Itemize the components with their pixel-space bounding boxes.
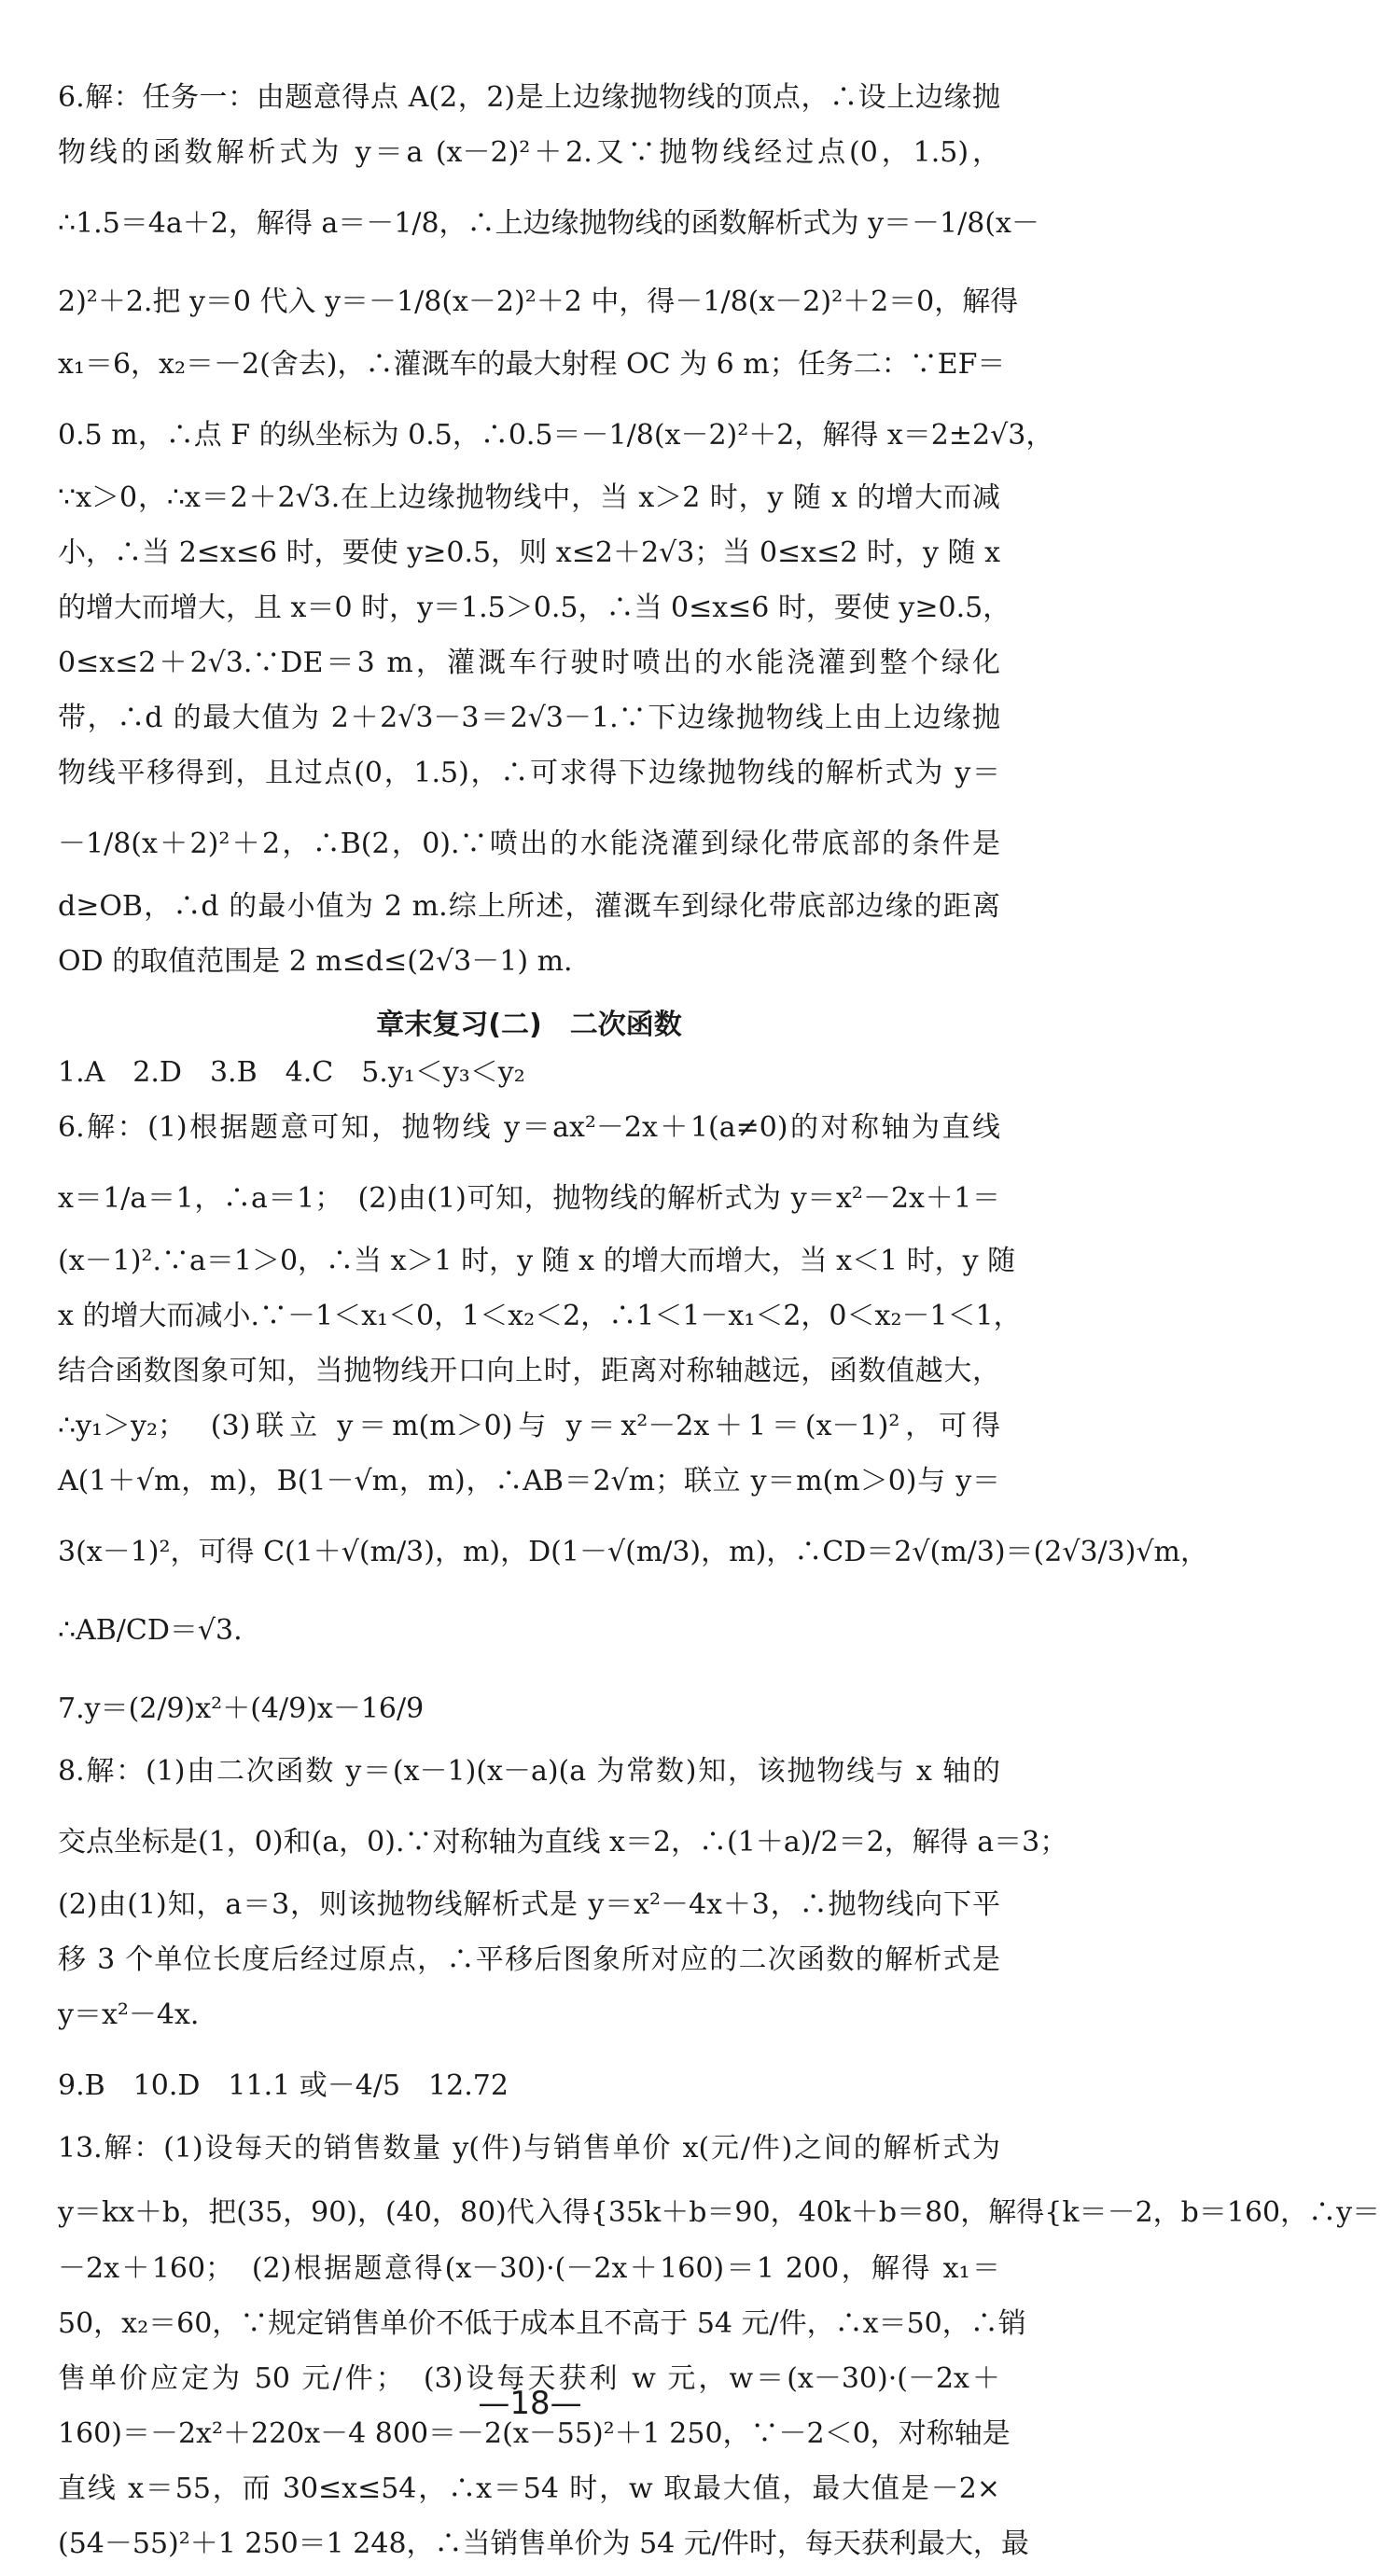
text-line: OD 的取值范围是 2 m≤d≤(2√3－1) m. <box>58 945 573 978</box>
text-line: 直线 x＝55，而 30≤x≤54，∴x＝54 时，w 取最大值，最大值是－2× <box>58 2472 1000 2505</box>
text-line: x＝1/a＝1，∴a＝1； (2)由(1)可知，抛物线的解析式为 y＝x²－2x＋1＝ <box>58 1182 1000 1215</box>
text-line: ∴y₁＞y₂； (3)联立 y＝m(m＞0)与 y＝x²－2x＋1＝(x－1)²，可得 <box>58 1410 1000 1442</box>
text-line: 2)²＋2.把 y＝0 代入 y＝－1/8(x－2)²＋2 中，得－1/8(x－2)²＋2＝0，解得 <box>58 285 1019 318</box>
text-line: 移 3 个单位长度后经过原点，∴平移后图象所对应的二次函数的解析式是 <box>58 1943 1000 1976</box>
answer-7: 7.y＝(2/9)x²＋(4/9)x－16/9 <box>58 1692 425 1725</box>
text-line: y＝kx＋b，把(35，90)，(40，80)代入得{35k＋b＝90，40k＋b＝80，解得{k＝－2，b＝160，∴y＝ <box>58 2196 1380 2229</box>
text-line: 0.5 m，∴点 F 的纵坐标为 0.5，∴0.5＝－1/8(x－2)²＋2，解得 x＝2±2√3， <box>58 419 1054 452</box>
text-line: (x－1)².∵a＝1＞0，∴当 x＞1 时，y 随 x 的增大而增大，当 x＜1 时，y 随 <box>58 1245 1016 1277</box>
text-line: (54－55)²＋1 250＝1 248，∴当销售单价为 54 元/件时，每天获利最大，最 <box>58 2527 1029 2560</box>
text-line: d≥OB，∴d 的最小值为 2 m.综上所述，灌溉车到绿化带底部边缘的距离 <box>58 890 1000 923</box>
page-number: —18— <box>478 2385 582 2422</box>
text-line: 结合函数图象可知，当抛物线开口向上时，距离对称轴越远，函数值越大， <box>58 1355 1000 1387</box>
problem-13-solution <box>58 2125 1380 2576</box>
text-line: 带，∴d 的最大值为 2＋2√3－3＝2√3－1.∵下边缘抛物线上由上边缘抛 <box>58 702 1000 734</box>
text-line: ∴1.5＝4a＋2，解得 a＝－1/8，∴上边缘抛物线的函数解析式为 y＝－1/8(x－ <box>58 207 1039 240</box>
problem-6-solution-part2 <box>58 1105 1209 1670</box>
text-line: (2)由(1)知，a＝3，则该抛物线解析式是 y＝x²－4x＋3，∴抛物线向下平 <box>58 1888 1000 1921</box>
text-line: 6.解：(1)根据题意可知，抛物线 y＝ax²－2x＋1(a≠0)的对称轴为直线 <box>58 1111 1000 1144</box>
text-line: －2x＋160； (2)根据题意得(x－30)·(－2x＋160)＝1 200，解得 x₁＝ <box>58 2252 1000 2285</box>
text-line: 物线平移得到，且过点(0，1.5)，∴可求得下边缘抛物线的解析式为 y＝ <box>58 757 1000 789</box>
text-line: 13.解：(1)设每天的销售数量 y(件)与销售单价 x(元/件)之间的解析式为 <box>58 2132 1000 2165</box>
text-line: 交点坐标是(1，0)和(a，0).∵对称轴为直线 x＝2，∴(1＋a)/2＝2，解得 a＝3； <box>58 1826 1068 1859</box>
text-line: －1/8(x＋2)²＋2，∴B(2，0).∵喷出的水能浇灌到绿化带底部的条件是 <box>58 828 1000 860</box>
text-line: 6.解：任务一：由题意得点 A(2，2)是上边缘抛物线的顶点，∴设上边缘抛 <box>58 81 1000 114</box>
text-line: ∵x＞0，∴x＝2＋2√3.在上边缘抛物线中，当 x＞2 时，y 随 x 的增大而减 <box>58 481 1000 514</box>
text-line: 0≤x≤2＋2√3.∵DE＝3 m，灌溉车行驶时喷出的水能浇灌到整个绿化 <box>58 647 1000 679</box>
answers-9-12: 9.B 10.D 11.1 或－4/5 12.72 <box>58 2069 509 2102</box>
problem-8-solution <box>58 1748 1068 2047</box>
text-line: 的增大而增大，且 x＝0 时，y＝1.5＞0.5，∴当 0≤x≤6 时，要使 y≥0.5， <box>58 592 1011 624</box>
section-heading: 章末复习(二) 二次函数 <box>376 1009 682 1041</box>
problem-6-solution-part1 <box>58 75 1054 994</box>
text-line: x 的增大而减小.∵－1＜x₁＜0，1＜x₂＜2，∴1＜1－x₁＜2，0＜x₂－1＜1， <box>58 1300 1022 1332</box>
text-line: 物线的函数解析式为 y＝a (x－2)²＋2.又∵抛物线经过点(0，1.5)， <box>58 136 1000 169</box>
text-line: y＝x²－4x. <box>58 1998 200 2031</box>
text-line: 小，∴当 2≤x≤6 时，要使 y≥0.5，则 x≤2＋2√3；当 0≤x≤2 时，y 随 x <box>58 536 1000 569</box>
text-line: A(1＋√m，m)，B(1－√m，m)，∴AB＝2√m；联立 y＝m(m＞0)与 y＝ <box>58 1465 1000 1497</box>
text-line: 售单价应定为 50 元/件； (3)设每天获利 w 元，w＝(x－30)·(－2x＋ <box>58 2362 1000 2395</box>
answers-1-5: 1.A 2.D 3.B 4.C 5.y₁＜y₃＜y₂ <box>58 1056 525 1089</box>
text-line: 50，x₂＝60，∵规定销售单价不低于成本且不高于 54 元/件，∴x＝50，∴销 <box>58 2307 1026 2340</box>
text-line: ∴AB/CD＝√3. <box>58 1614 243 1647</box>
text-line: x₁＝6，x₂＝－2(舍去)，∴灌溉车的最大射程 OC 为 6 m；任务二：∵EF＝ <box>58 348 1006 381</box>
text-line: 3(x－1)²，可得 C(1＋√(m/3)，m)，D(1－√(m/3)，m)，∴CD＝2√(m/3)＝(2√3/3)√m， <box>58 1536 1209 1568</box>
text-line: 160)＝－2x²＋220x－4 800＝－2(x－55)²＋1 250，∵－2＜0，对称轴是 <box>58 2417 1011 2450</box>
text-line: 8.解：(1)由二次函数 y＝(x－1)(x－a)(a 为常数)知，该抛物线与 x 轴的 <box>58 1755 1000 1788</box>
